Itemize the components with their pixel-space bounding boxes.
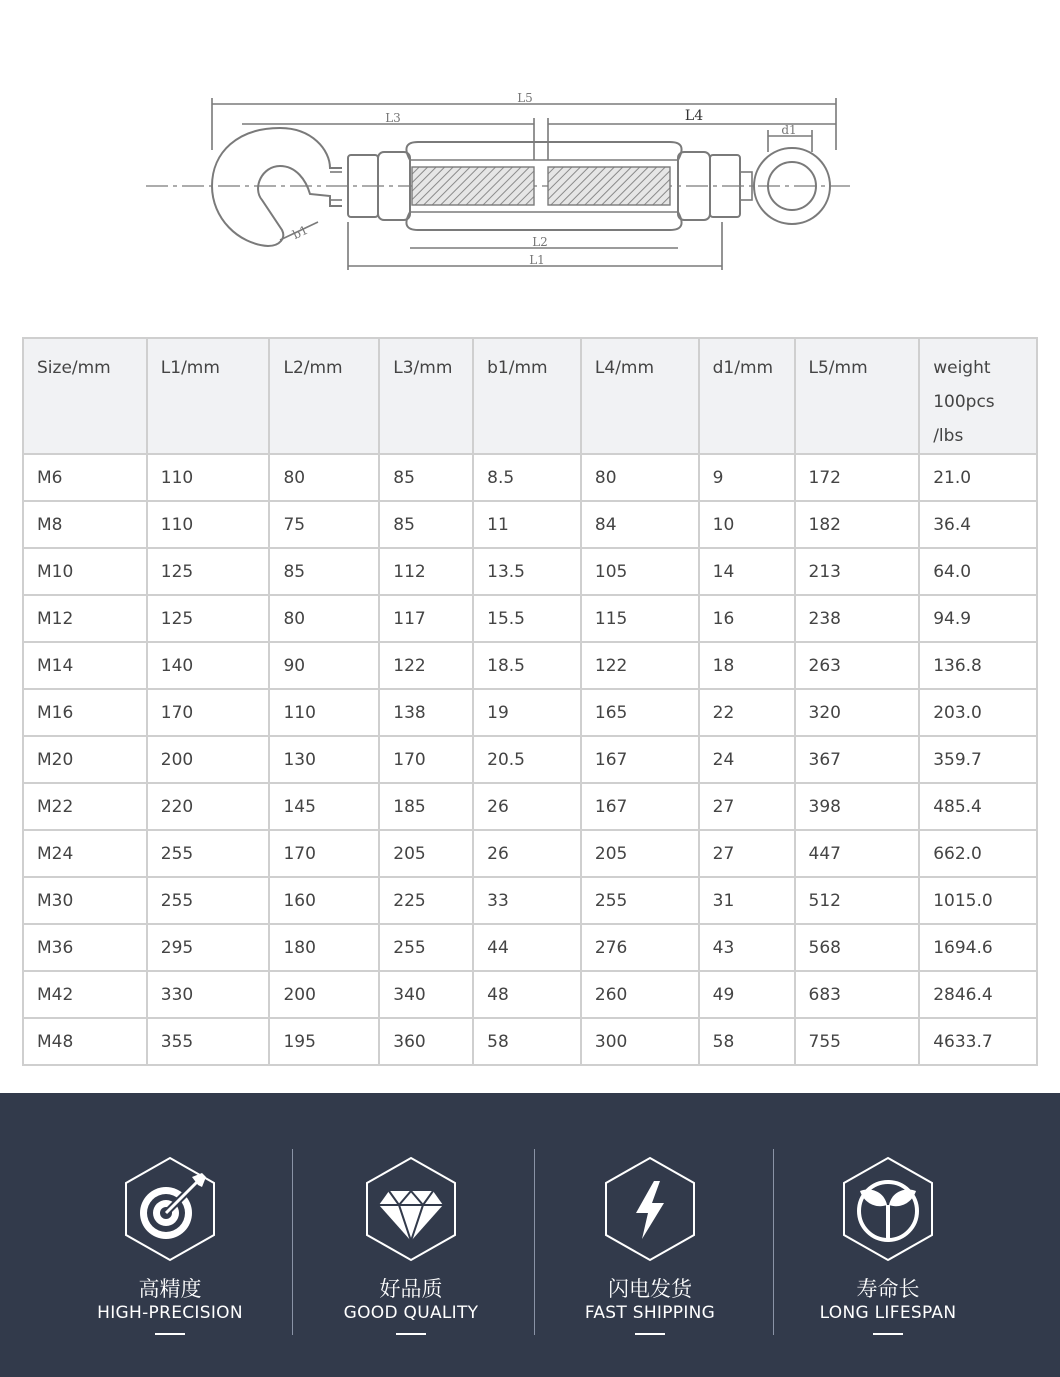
value-cell: 24 <box>699 736 795 783</box>
underline-bar <box>396 1333 426 1335</box>
left-thread <box>412 167 534 205</box>
value-cell: 31 <box>699 877 795 924</box>
features-footer <box>0 1093 1060 1377</box>
value-cell: 117 <box>379 595 473 642</box>
value-cell: 200 <box>269 971 379 1018</box>
value-cell: 110 <box>147 454 270 501</box>
value-cell: 195 <box>269 1018 379 1065</box>
value-cell: 1015.0 <box>919 877 1037 924</box>
value-cell: 90 <box>269 642 379 689</box>
table-row <box>23 642 1037 689</box>
value-cell: 84 <box>581 501 699 548</box>
feature-label-en: LONG LIFESPAN <box>819 1303 957 1323</box>
value-cell: 36.4 <box>919 501 1037 548</box>
header-weight-line3: /lbs <box>933 426 964 446</box>
value-cell: 355 <box>147 1018 270 1065</box>
value-cell: 125 <box>147 595 270 642</box>
value-cell: 755 <box>795 1018 920 1065</box>
value-cell: 130 <box>269 736 379 783</box>
value-cell: 11 <box>473 501 581 548</box>
value-cell: 27 <box>699 830 795 877</box>
value-cell: 160 <box>269 877 379 924</box>
header-size: Size/mm <box>23 338 147 454</box>
table-row <box>23 830 1037 877</box>
label-l3: L3 <box>385 111 401 125</box>
value-cell: 44 <box>473 924 581 971</box>
value-cell: 112 <box>379 548 473 595</box>
value-cell: 205 <box>379 830 473 877</box>
value-cell: 220 <box>147 783 270 830</box>
value-cell: 170 <box>147 689 270 736</box>
value-cell: 167 <box>581 783 699 830</box>
value-cell: 203.0 <box>919 689 1037 736</box>
sprout-icon <box>840 1155 936 1263</box>
size-cell: M10 <box>23 548 147 595</box>
underline-bar <box>155 1333 185 1335</box>
value-cell: 19 <box>473 689 581 736</box>
underline-bar <box>873 1333 903 1335</box>
value-cell: 359.7 <box>919 736 1037 783</box>
value-cell: 43 <box>699 924 795 971</box>
value-cell: 172 <box>795 454 920 501</box>
table-body <box>23 454 1037 1065</box>
label-l4: L4 <box>684 108 704 124</box>
value-cell: 58 <box>473 1018 581 1065</box>
feature-good-quality <box>291 1093 531 1377</box>
value-cell: 15.5 <box>473 595 581 642</box>
value-cell: 80 <box>269 454 379 501</box>
value-cell: 295 <box>147 924 270 971</box>
value-cell: 26 <box>473 783 581 830</box>
feature-label-cn: 高精度 <box>138 1277 202 1301</box>
feature-fast-shipping <box>530 1093 770 1377</box>
value-cell: 9 <box>699 454 795 501</box>
value-cell: 145 <box>269 783 379 830</box>
label-b1: b1 <box>290 222 311 242</box>
value-cell: 205 <box>581 830 699 877</box>
value-cell: 138 <box>379 689 473 736</box>
table-row <box>23 548 1037 595</box>
label-l2: L2 <box>532 235 548 249</box>
feature-high-precision <box>50 1093 290 1377</box>
value-cell: 105 <box>581 548 699 595</box>
value-cell: 125 <box>147 548 270 595</box>
feature-label-cn: 闪电发货 <box>608 1277 692 1301</box>
table-row <box>23 971 1037 1018</box>
value-cell: 170 <box>269 830 379 877</box>
value-cell: 110 <box>269 689 379 736</box>
value-cell: 300 <box>581 1018 699 1065</box>
diamond-icon <box>363 1155 459 1263</box>
header-weight-line2: 100pcs <box>933 392 995 412</box>
value-cell: 110 <box>147 501 270 548</box>
table-row <box>23 501 1037 548</box>
value-cell: 238 <box>795 595 920 642</box>
size-cell: M22 <box>23 783 147 830</box>
value-cell: 180 <box>269 924 379 971</box>
size-cell: M36 <box>23 924 147 971</box>
turnbuckle-diagram <box>0 0 1060 320</box>
value-cell: 122 <box>379 642 473 689</box>
feature-label-en: HIGH-PRECISION <box>97 1303 243 1323</box>
value-cell: 18 <box>699 642 795 689</box>
table-row <box>23 689 1037 736</box>
value-cell: 8.5 <box>473 454 581 501</box>
table-row <box>23 783 1037 830</box>
value-cell: 255 <box>147 830 270 877</box>
value-cell: 568 <box>795 924 920 971</box>
size-cell: M20 <box>23 736 147 783</box>
size-cell: M14 <box>23 642 147 689</box>
value-cell: 2846.4 <box>919 971 1037 1018</box>
table-row <box>23 877 1037 924</box>
value-cell: 662.0 <box>919 830 1037 877</box>
feature-label-cn: 好品质 <box>379 1277 443 1301</box>
spec-table <box>22 337 1038 1066</box>
value-cell: 398 <box>795 783 920 830</box>
header-l1: L1/mm <box>147 338 270 454</box>
feature-label-en: GOOD QUALITY <box>343 1303 479 1323</box>
turnbuckle-drawing <box>0 0 1060 320</box>
value-cell: 255 <box>379 924 473 971</box>
value-cell: 165 <box>581 689 699 736</box>
table-row <box>23 736 1037 783</box>
header-l4: L4/mm <box>581 338 699 454</box>
value-cell: 122 <box>581 642 699 689</box>
value-cell: 27 <box>699 783 795 830</box>
size-cell: M42 <box>23 971 147 1018</box>
value-cell: 136.8 <box>919 642 1037 689</box>
value-cell: 115 <box>581 595 699 642</box>
size-cell: M30 <box>23 877 147 924</box>
table-row <box>23 454 1037 501</box>
value-cell: 85 <box>269 548 379 595</box>
value-cell: 64.0 <box>919 548 1037 595</box>
value-cell: 13.5 <box>473 548 581 595</box>
value-cell: 58 <box>699 1018 795 1065</box>
value-cell: 85 <box>379 454 473 501</box>
table-row <box>23 595 1037 642</box>
value-cell: 18.5 <box>473 642 581 689</box>
value-cell: 367 <box>795 736 920 783</box>
value-cell: 213 <box>795 548 920 595</box>
value-cell: 170 <box>379 736 473 783</box>
value-cell: 20.5 <box>473 736 581 783</box>
value-cell: 200 <box>147 736 270 783</box>
label-l5: L5 <box>517 91 533 105</box>
size-cell: M12 <box>23 595 147 642</box>
size-cell: M24 <box>23 830 147 877</box>
value-cell: 330 <box>147 971 270 1018</box>
table-row <box>23 1018 1037 1065</box>
value-cell: 21.0 <box>919 454 1037 501</box>
value-cell: 260 <box>581 971 699 1018</box>
value-cell: 225 <box>379 877 473 924</box>
value-cell: 185 <box>379 783 473 830</box>
lightning-icon <box>602 1155 698 1263</box>
value-cell: 33 <box>473 877 581 924</box>
value-cell: 49 <box>699 971 795 1018</box>
value-cell: 22 <box>699 689 795 736</box>
value-cell: 255 <box>147 877 270 924</box>
value-cell: 26 <box>473 830 581 877</box>
value-cell: 1694.6 <box>919 924 1037 971</box>
value-cell: 485.4 <box>919 783 1037 830</box>
value-cell: 263 <box>795 642 920 689</box>
header-weight-line1: weight <box>933 358 991 378</box>
header-b1: b1/mm <box>473 338 581 454</box>
value-cell: 683 <box>795 971 920 1018</box>
underline-bar <box>635 1333 665 1335</box>
value-cell: 340 <box>379 971 473 1018</box>
size-cell: M8 <box>23 501 147 548</box>
header-l3: L3/mm <box>379 338 473 454</box>
value-cell: 75 <box>269 501 379 548</box>
value-cell: 320 <box>795 689 920 736</box>
value-cell: 94.9 <box>919 595 1037 642</box>
feature-label-cn: 寿命长 <box>856 1277 920 1301</box>
value-cell: 80 <box>581 454 699 501</box>
value-cell: 276 <box>581 924 699 971</box>
size-cell: M16 <box>23 689 147 736</box>
value-cell: 447 <box>795 830 920 877</box>
table-header <box>23 338 1037 454</box>
header-weight <box>919 338 1037 454</box>
header-l2: L2/mm <box>269 338 379 454</box>
value-cell: 85 <box>379 501 473 548</box>
value-cell: 4633.7 <box>919 1018 1037 1065</box>
value-cell: 80 <box>269 595 379 642</box>
value-cell: 140 <box>147 642 270 689</box>
size-cell: M48 <box>23 1018 147 1065</box>
value-cell: 10 <box>699 501 795 548</box>
header-d1: d1/mm <box>699 338 795 454</box>
header-l5: L5/mm <box>795 338 920 454</box>
value-cell: 512 <box>795 877 920 924</box>
right-thread <box>548 167 670 205</box>
value-cell: 167 <box>581 736 699 783</box>
value-cell: 255 <box>581 877 699 924</box>
target-icon <box>122 1155 218 1263</box>
feature-long-lifespan <box>768 1093 1008 1377</box>
table-row <box>23 924 1037 971</box>
feature-label-en: FAST SHIPPING <box>584 1303 716 1323</box>
value-cell: 360 <box>379 1018 473 1065</box>
size-cell: M6 <box>23 454 147 501</box>
label-d1: d1 <box>781 123 797 137</box>
value-cell: 48 <box>473 971 581 1018</box>
value-cell: 16 <box>699 595 795 642</box>
value-cell: 182 <box>795 501 920 548</box>
value-cell: 14 <box>699 548 795 595</box>
label-l1: L1 <box>529 253 545 267</box>
